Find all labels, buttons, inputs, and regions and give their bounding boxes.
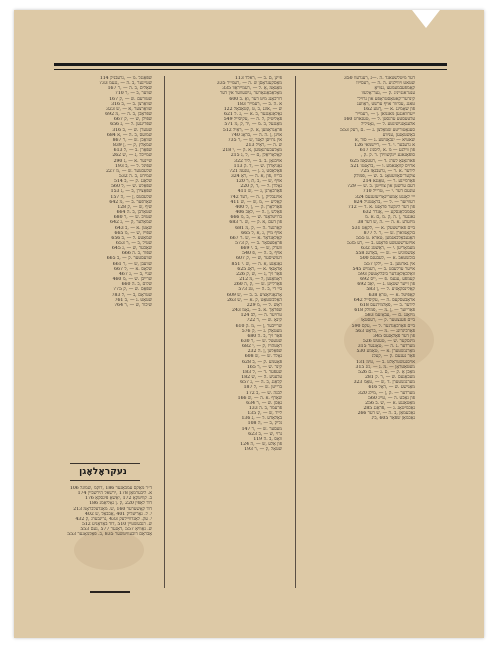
index-entry: ראָש .ל — ,מ 229	[246, 302, 282, 308]
index-entry: קאַפּיטל .א — ,טראַ 638	[368, 292, 415, 298]
index-entry: שפּאַלטן ,ן .ה 232	[247, 349, 282, 355]
index-entry: שפּאַרן .ב — ,ל 613	[113, 148, 152, 154]
index-entry: בריוו ,פון ,א .ה — ,ראַ 324	[230, 173, 282, 179]
index-entry: שפּאַצירן ,ב — ,ג 153	[110, 189, 152, 195]
index-entry: ש — ,אוגנ ,ב ,ט ,קטאַבאַל 122	[223, 106, 282, 112]
index-entry: פאַרלייגן .ש — ,ק ,ה 260	[233, 282, 282, 288]
index-entry: ב. קוויטקאָ 172 ,יאַשאָ פּיגסקאַ 176	[85, 496, 152, 502]
index-entry: שפּרינגען .ל — ,ג 656	[110, 122, 152, 128]
index-entry: שוואַרצן .ב — ,ב 316	[111, 101, 152, 107]
index-entry: שטאט ויווילניע .ה .ה — ,רעסייוו	[356, 81, 415, 87]
index-entry: עונעם דער .י — ,טרייל 710	[362, 189, 415, 195]
index-entry: ברויטלאַנד .ש — ,ב ,מ 666	[230, 215, 282, 221]
index-entry: פון ווילנע — מ .א ,ליסגינ 617	[359, 148, 415, 154]
index-entry: מעסער .ש — ,ר 147	[241, 426, 282, 432]
index-entry: פון דער לינקער פראָנט .א .ד — 712	[347, 204, 415, 210]
index-entry: פּאָעמע .ק — ,ב 628	[242, 359, 282, 365]
index-entry: ברייטן .ש — ,ל 187	[243, 385, 282, 391]
index-entry: קעמפע ,עגעמ .פ — ,ייס 692	[360, 277, 415, 283]
index-entry: פון דעם ,א .ק — ,ש .ר 683	[229, 220, 282, 226]
index-entry: שרייבער ,ן — ,מ .ק 610	[235, 323, 282, 329]
index-entry: שלאַנג .ק — ,ב 514	[114, 179, 152, 185]
index-entry: שוואַכן .ש — ,ר 867	[112, 137, 152, 143]
index-entry: וואַלבאַלאַנדער ביבליאָטעק 593	[358, 271, 415, 277]
index-entry: מאַגישע .ש — ,דאָל 616	[368, 385, 415, 391]
index-entry: י. עק. לאַנדוויילעק 433 ,גרינבערג ,ק 432	[75, 516, 152, 522]
index-entry: קינאָ .ש — ,ר 722	[246, 318, 282, 324]
index-entry: אויגנבליק ,ן .ה — ,רעד 742	[229, 194, 282, 200]
end-rule	[90, 591, 130, 593]
index-entry: שטאַט .ג — ,ב 761	[114, 297, 152, 303]
index-entry: ביים פענצטער .ק — ,רעסטאָו	[360, 318, 415, 324]
index-entry: קאָלאָריאַלן ,ם — ,ל ,ג 215	[230, 153, 282, 159]
index-entry: פון אַלע ,ש — ,ה 124	[240, 442, 282, 448]
index-entry: א .ה .ב — ,רעמייר 183	[237, 101, 282, 107]
index-entry: שיף ,ש — ,ק 128	[117, 204, 152, 210]
index-entry: שטעטל .ש — ,ר 630	[240, 338, 282, 344]
index-entry: שאטיא — ינבאַגישע .ג — סוד ,א	[354, 137, 415, 143]
index-entry: מינסקער .ש — ,טעטש 526	[362, 338, 415, 344]
index-entry: ווערק ,ש — ,ב .י 669	[240, 246, 282, 252]
index-entry: דער מיטלשטאנד .ה .—ג ,רענרעוו 350	[343, 76, 415, 81]
index-entry: פּראָפעסאָר .ב — ,ק 573	[235, 241, 282, 246]
index-entry: אויגן ,ן .ה .ה — ,בראָנ 740	[231, 132, 282, 138]
index-entry: לידער .ב — ,פאַלמירגעס 618	[360, 302, 415, 308]
index-entry: שוועסטער .ק — ,ב 665	[106, 256, 152, 262]
index-entry: גאַסן .ש — ,ר 634	[246, 400, 282, 406]
index-entry: אין גארטען .ב — ,ילקו 557	[363, 261, 415, 267]
index-entry: מערדער — .ק ,ן — ,מילג 320	[358, 390, 415, 396]
index-entry: מערגנשטערן .ד ,ש — ,טאַמ 323	[353, 380, 415, 386]
index-entry: אויף מיין ,ג ,א ,ל 665	[241, 230, 282, 236]
index-entry: לייד ,ש — ,ק 135	[247, 411, 282, 417]
index-entry: ביים פארשטעלן .א — ,לקאַט 531	[351, 225, 415, 231]
index-entry: י. ל. גאַריעליק 401 ,אַבבאַל ,ש 402	[84, 511, 152, 517]
index-entry: סעגאַטוריטע שמאַלצן .ג — .ם ,רעק 553	[340, 127, 415, 133]
index-entry: גאַניאַרדן .ש — ,ד .ק 113	[233, 163, 282, 169]
index-entry: מאַטאַנגע .א — ,ש .ב 256	[365, 400, 415, 406]
index-entry: אויסגעשטראַלט .ב — ,טימ 131	[356, 359, 415, 365]
index-entry: קינד .ש — ,ר 165	[246, 364, 282, 370]
index-entry: מעטאַלן .ג — ,ק 576	[241, 328, 282, 334]
index-entry: שאַרף .א .ה — ,ש 166	[237, 395, 282, 401]
index-entry: שרייבן .ש — ,מ 460	[112, 277, 152, 283]
index-entry: אויף ,ש — ,ב ,ת ,ר 120	[235, 179, 282, 185]
index-entry: מאַרגנשטערן .א — ,טאַמע 530	[356, 349, 415, 355]
index-entry: גאָלדן .ל — ,ד ,ק 220	[240, 184, 282, 190]
index-entry: שאָטן .א — ,ב 643	[114, 225, 152, 231]
index-entry: גליק ,ב — ,ה 108	[247, 421, 282, 427]
index-entry: קאַלינסקאַניע .ל — ,ן 583	[366, 287, 415, 293]
index-entry: ש. רגבעשטיין 510 ,דוד באַדאַניע 512	[81, 522, 152, 528]
index-entry: ש .ה — ,ראַיל 213	[245, 143, 282, 149]
index-entry: מעמאָריען .י — ,ראַשטנ 632	[361, 246, 415, 252]
index-entry: פאַר גענעם .ק — ,קעלנ	[371, 354, 415, 360]
index-entry: רעוויזער — .ל — ,בראָנטגיל 824	[353, 199, 415, 205]
index-entry: נאַכמאַן שפּאַר 605 ,בינ	[371, 416, 415, 422]
index-entry: שפּאַלט .ש — ,ל 560	[111, 184, 152, 190]
index-entry: אויף ,ב .ה — ,פ 540	[242, 251, 282, 257]
obituaries-list	[54, 486, 152, 538]
index-entry: שטאָל ,ק — ,ר 193	[244, 447, 282, 453]
index-entry: אייער ערלעבט .ב — ,רעמיש 545	[352, 266, 415, 272]
index-entry: שפּאַנגל .מ — ,גרעבניק 114	[99, 76, 152, 81]
index-entry: שיכור ,ש — ,ר 764	[114, 302, 152, 308]
index-entry: עלטעסטע ערנסטן .ל — ,טענארט 160	[343, 117, 415, 123]
index-entry: רעזשיסער ,ש — ,ק 607	[236, 256, 282, 262]
index-entry: ביים פאַרבאַנדנער .ל — ,עקס 590	[351, 323, 415, 329]
index-entry: שאַלים ,ב .ה — ,ר 167	[107, 86, 152, 92]
index-entry: אַסמבלאַנסקע — ,אַנדר 632	[362, 210, 415, 216]
index-entry: אין גרויסן לאַנד ,ש — ,ר 735	[227, 137, 282, 143]
index-entry: שמאַלץ ,ק — ,ן 839	[112, 143, 152, 149]
index-column-right	[310, 76, 415, 421]
index-entry: שוואַרצער ,א — ,ש 323	[105, 106, 152, 112]
index-entry: שטערן .ש — ,ב 316	[112, 127, 152, 133]
index-entry: אָרגאַניזאַציע .ב .ב — ,ש 609	[227, 292, 282, 298]
index-entry: דוד קאָשערער 160 ,ש. מאַנדעלבראָמ 213	[73, 506, 152, 512]
index-entry: שלאָס .א — ,ל 667	[114, 266, 152, 272]
torn-corner	[412, 10, 440, 28]
index-entry: פאַרמייגע .ר — ,טאַנגא 214	[362, 179, 415, 185]
index-entry: דעם ערשטן און צווייטן .ב .ש — 729	[347, 184, 415, 190]
index-entry: דוד לאַפּין 220 ,ק .ן גאָליאַמנ 186	[89, 501, 152, 507]
index-entry: מאַכן אַ .ק — ,ם .ג — .ם 526	[358, 369, 415, 375]
document-page	[14, 10, 484, 638]
index-entry: קאַלאַנדאַר .א — ,ש .ר 667	[229, 235, 282, 241]
index-entry: סופאַגאגע יינקשווידן .ד .ק .ק ,	[360, 153, 415, 159]
index-entry: פאַר זיך ,ג — ,ש ,ק 226	[236, 271, 282, 277]
header-rule-thin	[54, 69, 447, 70]
index-entry: שפּילן ,ש — ,ק 667	[113, 117, 152, 123]
index-entry: א. ליבערמאַן 178 ,ירשאל הירשביין 174	[77, 491, 152, 497]
index-entry: פון זייער שטאָט .ג — ,יאַב 692	[357, 282, 415, 288]
index-entry: מערדער .ג .ה — ,טאָגנער 315	[357, 344, 415, 350]
index-entry: שלעכטס ,ן — ,ה 157	[110, 194, 152, 200]
index-entry: האַלבשטאַט ,ק .א — ,ש 263	[227, 297, 282, 303]
index-entry: ארויס קוואַנאמע .ו — ,בראָנטו 521	[350, 163, 415, 169]
index-entry: פאַרלאָרן .ק — ,ן ,ל 400	[235, 204, 282, 210]
index-entry: פאַלש ,ן .ה — ,לאַב 406	[235, 210, 282, 216]
index-entry: מעטאַטראָן — .מ .ג — ,גזג 315	[355, 364, 415, 370]
index-entry: פּראָגראַמען ,א .ק — ,ראַיל 512	[222, 127, 282, 133]
index-entry: שפּראַכן ,ב .ה — ,מ 692	[105, 112, 152, 118]
section-rule	[70, 480, 140, 481]
index-entry: שיינער .א — ,ג 290	[113, 158, 152, 164]
index-entry: מעכאַנעס .ש — ,ר .ק 281	[364, 375, 415, 381]
index-entry: שאַכער ,ש — ,ג 645	[111, 246, 152, 252]
index-entry: ייי לאַנגט אַמעריגאָריעזענעס 324	[355, 194, 415, 200]
index-entry: לבנה .ש — ,ב 172	[245, 390, 282, 396]
index-entry: קאַרגער .ה — ,ק ,מ 681	[235, 225, 282, 231]
index-entry: פון נאַכט .ה — ,טייג 560	[368, 395, 415, 401]
index-entry: אַדאָנאַי .א — ,ראַג 625	[237, 266, 282, 272]
index-entry: קאַליע — ,מ ,ש — ,ש 411	[230, 199, 282, 205]
index-entry: האַגעבאַלכאגמען ,טארא .ט 555	[355, 235, 415, 241]
index-entry: שמועס ,ב .ה — ,א 684	[106, 132, 152, 138]
index-entry: שפּראַך .א .ב — ,גאָמ 243	[232, 308, 282, 314]
index-entry: נאַכעמאַן ,ב .ה — ,ש דער 266	[357, 411, 415, 417]
index-entry: ראַטהויז ,ק — ,י 682	[242, 344, 282, 350]
index-entry: פּאַלאַסט ,ג .ן — ,טנעמ 721	[229, 168, 282, 174]
index-entry: ענט־אנגייניג .ק — ,גער־אָלעוו	[361, 91, 415, 97]
index-entry: קאַמפעבמעמעצ ,גנוויאָ	[374, 86, 415, 92]
index-entry: מאַסקעגראָסן ש .ה — ,רעמייר 335	[216, 81, 282, 87]
index-entry: שניי ,ב — ,ג 467	[118, 271, 152, 277]
index-entry: פאָליטיק ,ל .ה — ,עקיסייל 549	[223, 117, 282, 123]
index-entry: שטייגער ,ב .ה — ,נגעמ 733	[98, 81, 152, 87]
index-entry: שטורעם .ש — ,ק 167	[109, 96, 152, 102]
index-entry: פייגן ,ם .ב — ,ראלד 113	[234, 76, 282, 81]
index-entry: אויבנאָן .ב .ב — ,ליד 322	[234, 158, 282, 164]
index-entry: גאַגאַנע ,א .ה — ,ש .י 851	[231, 261, 282, 267]
index-entry: שעפער .ד — ,ל 183	[242, 369, 282, 375]
index-entry: שמייכל ,ג — ,ש 262	[112, 153, 152, 159]
index-entry: עלעגיע .ה — ,ש 182	[241, 375, 282, 381]
index-entry: טרויער .ה — ,לבּ 124	[240, 313, 282, 319]
index-entry: פאַריזער — ,ן .מ — ,פמולק 618	[354, 308, 415, 314]
index-entry: ייערוואגגען מאנמאן .ן — ,רעמייר	[355, 112, 415, 118]
index-entry: ראָמאַנען ,ל — ,מ 212	[239, 277, 282, 283]
index-entry: אראַבעסקעס .ה — ,עקיסייל 642	[353, 297, 415, 303]
index-entry: שטראָם ,ב — ,ל 783	[111, 292, 152, 298]
index-entry: פאַר זיך ,ב .ה 680	[247, 333, 282, 339]
index-entry: לידער .א .ר — ,גרעבנאַז 725	[360, 168, 415, 174]
header-rule-thick	[54, 63, 447, 66]
index-entry: מאָלאַבאַנגאַרער ,גישעווער אין דער	[219, 91, 282, 97]
index-entry: גאנגער ,ן .ה ,ק .מ ,ם .א .מ	[365, 215, 415, 221]
index-entry: שאַרפער .ב — ,מ 642	[109, 199, 152, 205]
index-entry: גאָלד .ש — ,ש 608	[244, 354, 282, 360]
index-entry: אַבראַם דוכעוויטשער 835 ,ב. פאַלמאָגער 553	[67, 532, 152, 538]
index-entry: צוקער־סאַוועטאָג .ב .ש — ,פמולק	[353, 173, 415, 179]
index-entry: פון שאָמינג .א — ,רָטע 162	[363, 106, 415, 112]
index-entry: דורכאַנג מיט דער ,ואַ .ב 600	[229, 96, 282, 102]
column-divider	[295, 76, 296, 588]
index-entry: פארנאַנאַ לערנ .ד — ,רעטנאַמ 625	[350, 158, 415, 164]
index-entry: שמאַלער ,ק — ,ג 642	[110, 220, 152, 226]
index-entry: שמאַטע .ל — ,ב 656	[111, 235, 152, 241]
index-entry: אַנשמוגיע — .ש — ,באַרענ 558	[355, 251, 415, 257]
index-entry: באַשטאַגען ,עניווע	[382, 132, 415, 138]
index-entry: ד״ר מאַקס עמבאַגער 186 ,דוקמ ,שמוגל 106	[69, 486, 152, 491]
index-column-middle	[182, 76, 282, 452]
index-entry: שטאַרבן ,ב .ה 664	[116, 210, 152, 216]
index-entry: שפּור ,ב .ה 666	[121, 251, 152, 257]
index-entry: גרוי ,ש — ,ב 623	[248, 431, 282, 437]
index-entry: גאַלאַגאַנגער ,ב .א — ,ג .ל 621	[224, 112, 282, 118]
index-entry: שלעכטער .ש — ,מ 227	[106, 168, 152, 174]
index-column-left	[54, 76, 152, 308]
section-heading-obituaries: נעקראָלאָגן	[79, 467, 127, 477]
index-entry: בוקאַגווארן .ש — ,ר .ל 877	[363, 230, 415, 236]
index-entry: שוועבן ,ש — ,ר 661	[112, 261, 152, 267]
index-entry: נאַכמיטאָג .ג — ,פּראַגנ 285	[363, 406, 415, 411]
index-entry: ביי די ,ב .ה — ,טנ 573	[238, 287, 282, 293]
index-entry: שמידט ,ב .ה 532	[118, 173, 152, 179]
index-entry: באַלאַדע .ל — ,ג 136	[241, 416, 282, 422]
index-entry: פֿאַרבאָרגן ,ג — ,ש 411	[237, 189, 282, 195]
index-entry: מיזאַנג .ם — ,עבאָזעמ 583	[364, 313, 415, 319]
index-entry: מאַנגעל ,ב .מ — ,יד ,ק ,מ 571	[224, 122, 282, 128]
index-entry: שטויב .ש — ,ר 680	[113, 215, 152, 221]
column-divider	[164, 76, 165, 588]
index-entry: א גרעבער .י .ד — ,ריישמאי 126	[354, 143, 415, 149]
index-entry: שלום ,ב .ה 660	[121, 282, 152, 288]
index-entry: אויזערשטעשע פראַגע .ב — ,רע 535	[347, 241, 415, 246]
index-entry: שפּייז ,ש — ,מ 665	[114, 230, 152, 236]
index-entry: וואָס ,ב .ה 119	[253, 436, 282, 442]
index-entry: שטיל ,ב — ,ר 653	[116, 241, 152, 246]
index-entry: פרעמד ,ב .ה 133	[248, 406, 282, 411]
index-entry: טאנג ,עכיזור אויף ערשט ,ראַוועג	[357, 101, 415, 107]
index-entry: פאַרבינדונג — .מ — ,בראַט 563	[355, 328, 415, 334]
index-entry: פון דער פאַלאַנעס 345	[373, 333, 415, 339]
index-entry: מאָלעכערנאַמען ,א .ק — ,י 218	[222, 148, 282, 154]
index-entry: שפּאַס .ש — ,ק 775	[113, 287, 152, 293]
index-entry: מיזערע .א .ה — .ה ,ש דער 38	[357, 220, 415, 226]
index-entry: קלאַנג ,ב .ה — ,ג 657	[240, 380, 282, 386]
section-rule	[70, 463, 140, 464]
index-entry: קינדער־קאטאַסטראָפע און גרויל־	[356, 96, 415, 102]
index-entry: בוכשטאב .א — ,לעבעגס 500	[359, 256, 415, 262]
index-entry: אלעגאַנגישיגטע .ל — ,גאָניליל	[361, 122, 415, 128]
index-entry: מאַגאַמ ,אַ .ל — ,רעמייראַוו 335	[222, 86, 282, 92]
index-entry: שפּיגל .ל — ,ב 193	[114, 163, 152, 169]
index-entry: ש. נאַוויאַ 557 ,דאַגער 577 ,נעם 553	[80, 527, 152, 533]
index-entry: שווער ,ב — ,ר 710	[114, 91, 152, 97]
